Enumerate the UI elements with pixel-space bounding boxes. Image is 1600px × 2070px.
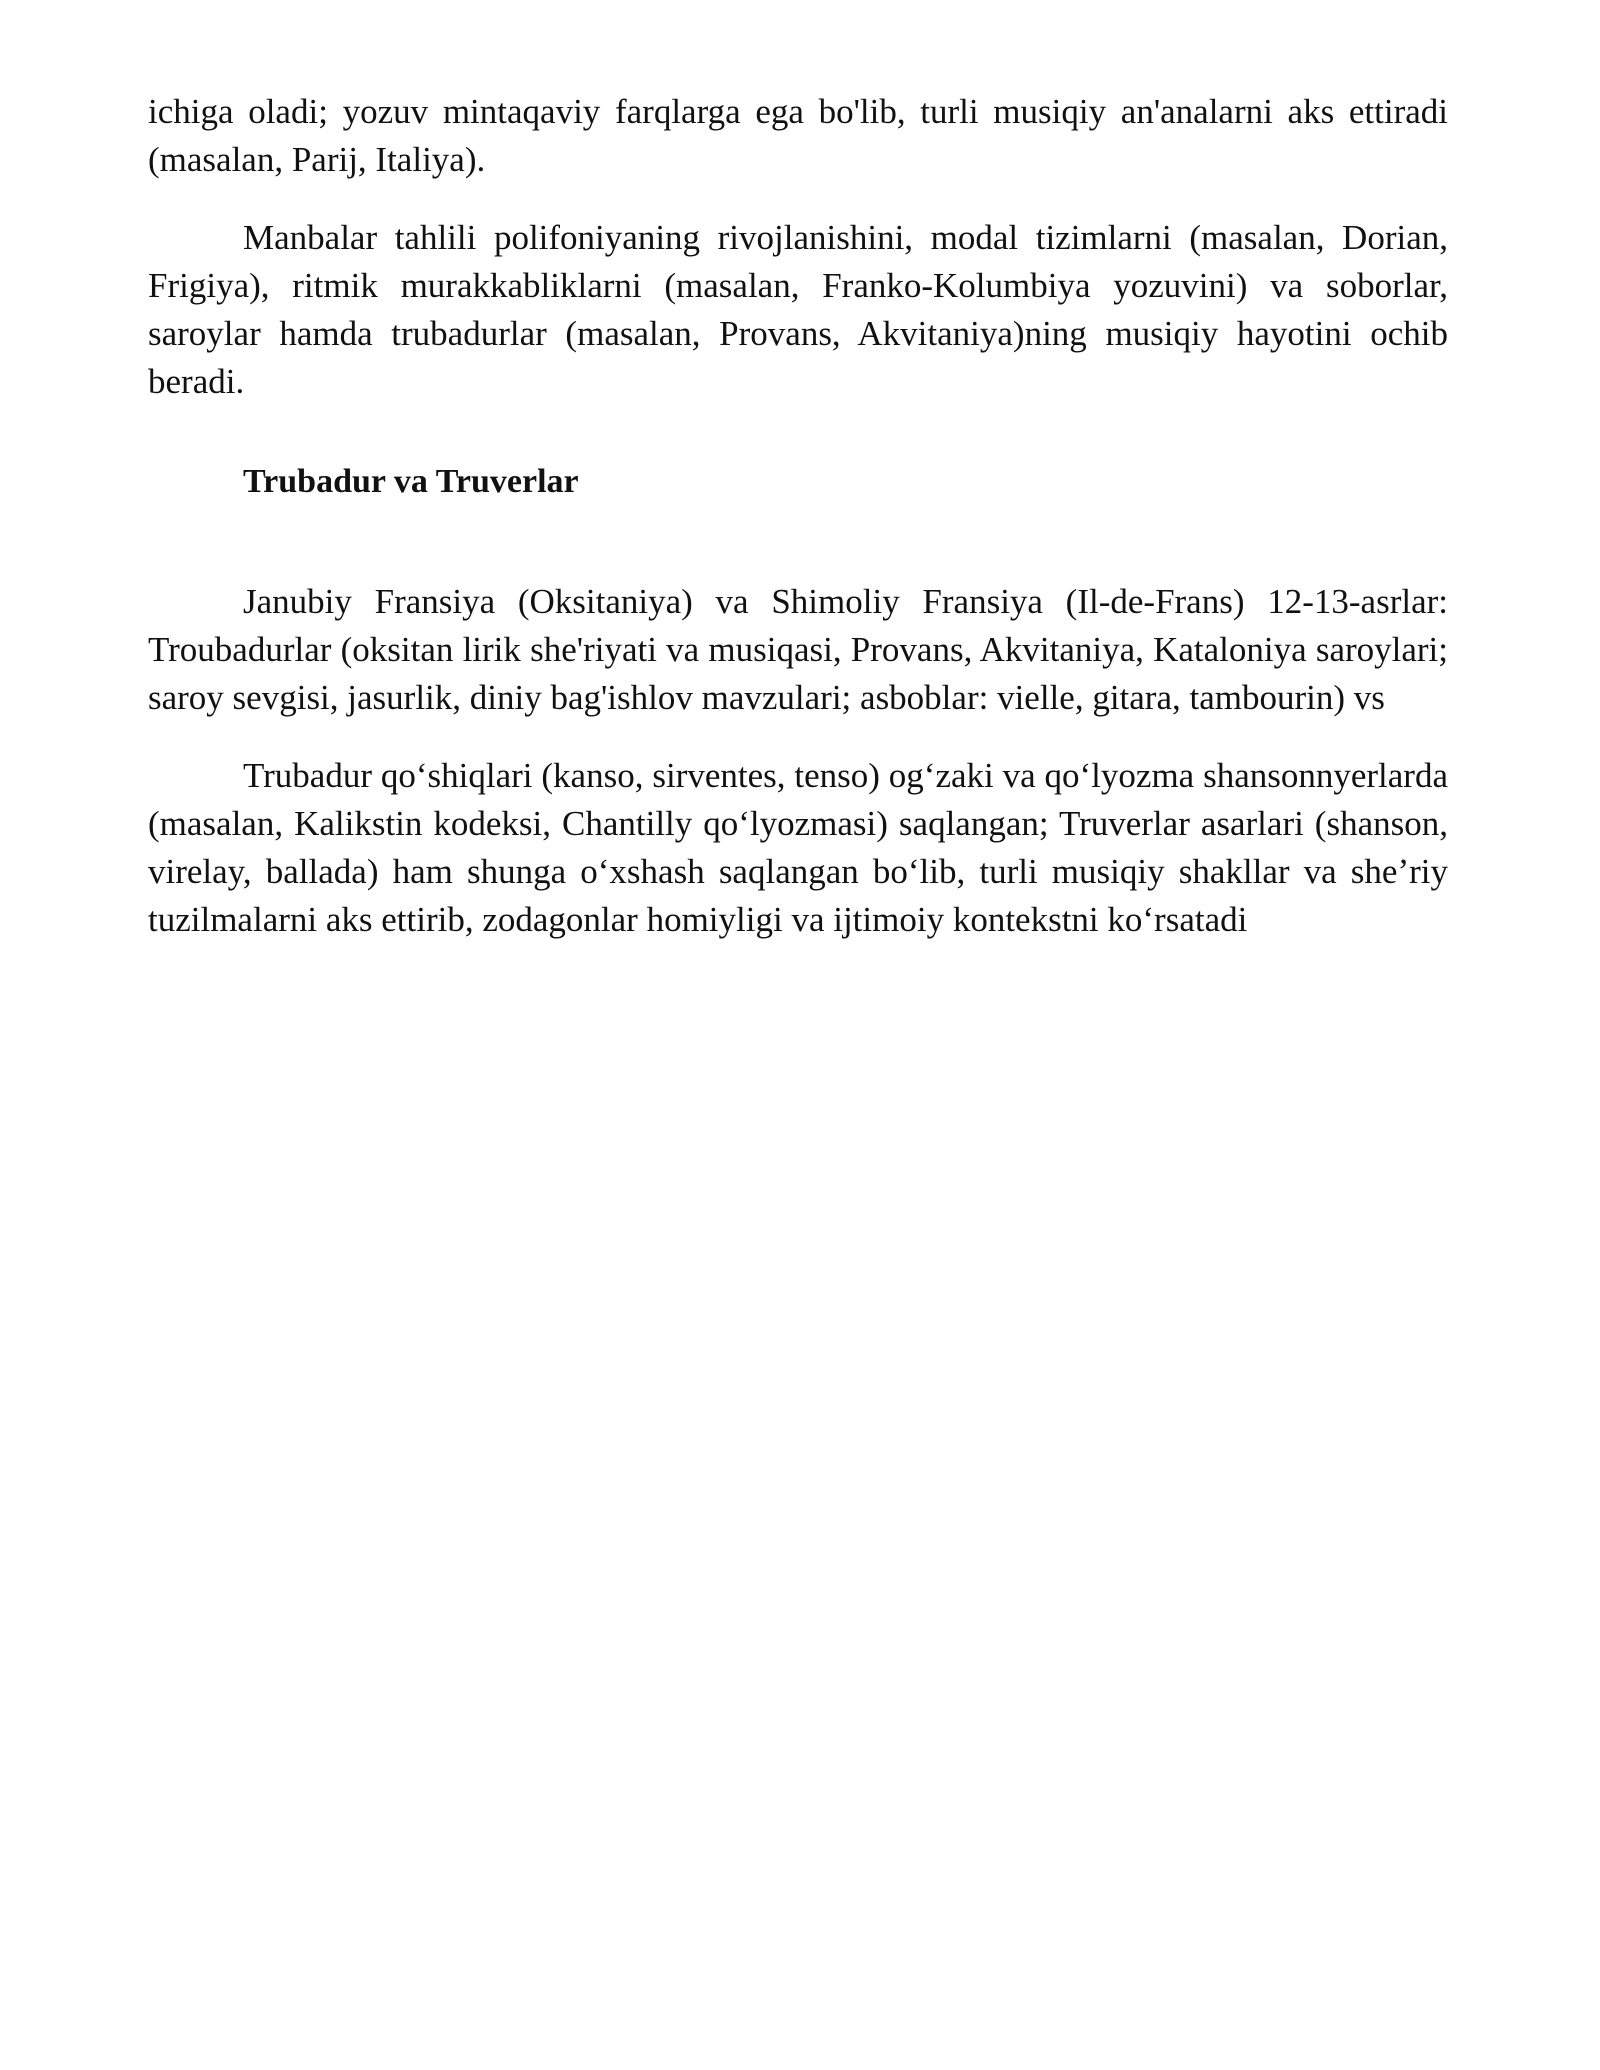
- section-heading: Trubadur va Truverlar: [243, 463, 579, 500]
- paragraph-troubadours-overview: Janubiy Fransiya (Oksitaniya) va Shimoliy Fransiya (Il-de-Frans) 12-13-asrlar: Troubadurlar (oksitan lirik she'riyati va musiqasi, Provans, Akvitaniya, Kataloniya saroylari; saroy sevgisi, jasurlik, diniy bag'ishlov mavzulari; asboblar: vielle, gitara, tambourin) vs: [148, 582, 1448, 717]
- paragraph-troubadour-songs: Trubadur qoʻshiqlari (kanso, sirventes, tenso) ogʻzaki va qoʻlyozma shansonnyerlarda (masalan, Kalikstin kodeksi, Chantilly qoʻlyozmasi) saqlangan; Truverlar asarlari (shanson, virelay, ballada) ham shunga oʻxshash saqlangan boʻlib, turli musiqiy shakllar va sheʼriy tuzilmalarni aks ettirib, zodagonlar homiyligi va ijtimoiy kontekstni koʻrsatadi: [148, 756, 1448, 939]
- paragraph-sources-analysis: Manbalar tahlili polifoniyaning rivojlanishini, modal tizimlarni (masalan, Dorian, Frigiya), ritmik murakkabliklarni (masalan, Franko-Kolumbiya yozuvini) va soborlar, saroylar hamda trubadurlar (masalan, Provans, Akvitaniya)ning musiqiy hayotini ochib beradi.: [148, 218, 1448, 401]
- paragraph-continuation: ichiga oladi; yozuv mintaqaviy farqlarga ega bo'lib, turli musiqiy an'analarni aks ettiradi (masalan, Parij, Italiya).: [148, 92, 1448, 179]
- page-body: [148, 88, 1448, 944]
